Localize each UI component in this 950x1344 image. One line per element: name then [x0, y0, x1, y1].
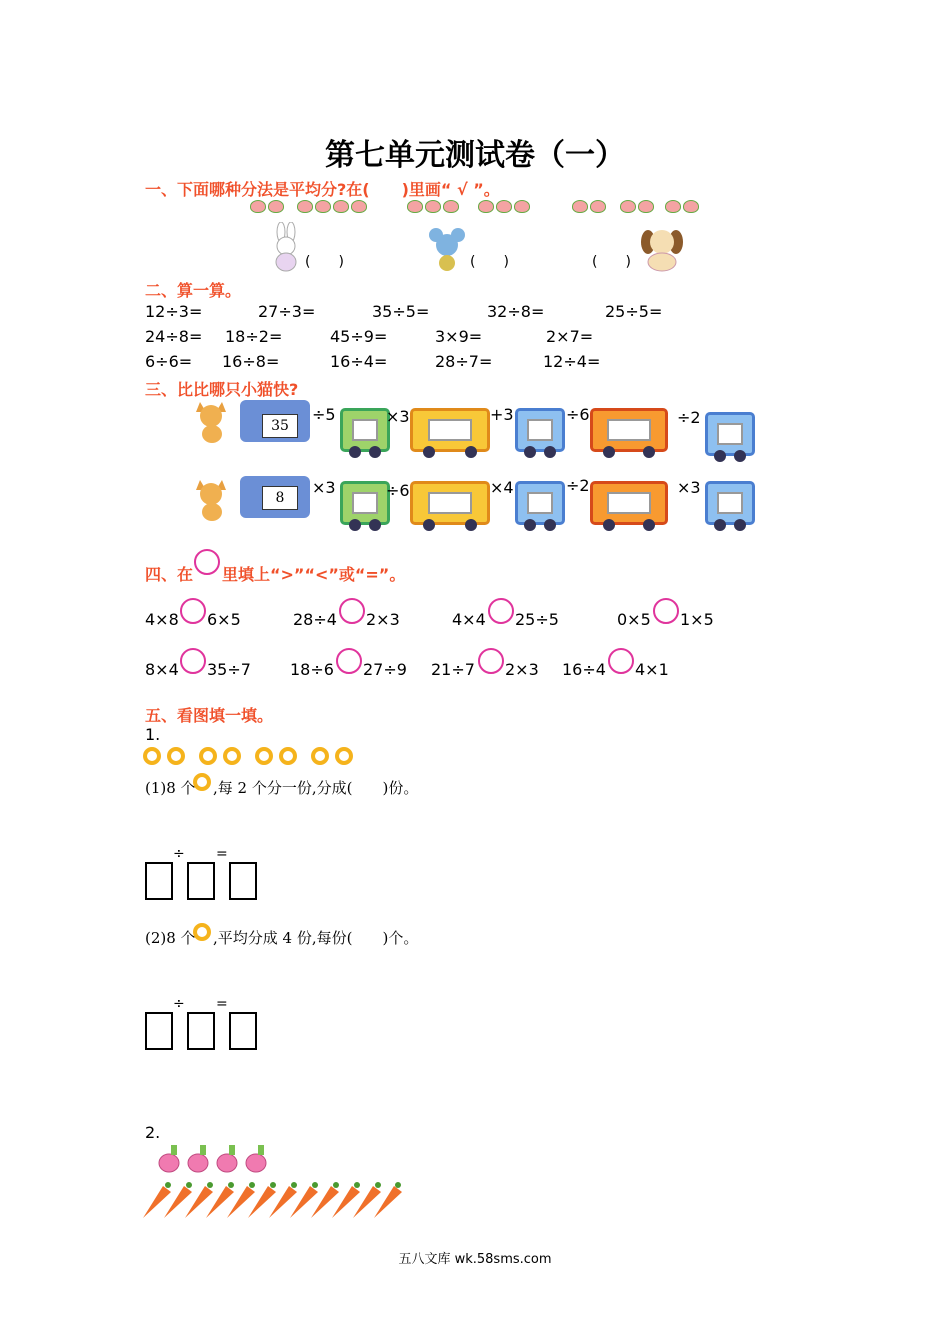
train-2-op: ×3 [312, 478, 336, 497]
cat-icon [192, 476, 234, 522]
answer-paren-1[interactable]: ( ) [305, 254, 344, 270]
peach-group-6 [620, 198, 656, 217]
peach-group-2 [297, 198, 369, 217]
section-3-heading: 三、比比哪只小猫快? [145, 380, 299, 399]
compare-right: 25÷5 [515, 610, 559, 629]
train-1-op: ÷5 [312, 405, 336, 424]
compare-left: 4×4 [452, 610, 486, 629]
train-1-car [340, 408, 390, 452]
train-1-car [410, 408, 490, 452]
calc-item: 18÷2= [225, 327, 283, 346]
locomotive-1 [240, 400, 310, 442]
ring-icon [335, 747, 353, 765]
calc-item: 25÷5= [605, 302, 663, 321]
peach-group-5 [572, 198, 608, 217]
compare-left: 4×8 [145, 610, 179, 629]
mouse-icon [428, 225, 468, 271]
calc-item: 35÷5= [372, 302, 430, 321]
ring-icon [199, 747, 217, 765]
divide-sign: ÷ [173, 996, 185, 1012]
compare-left: 28÷4 [293, 610, 337, 629]
ring-icon [279, 747, 297, 765]
answer-paren-2[interactable]: ( ) [470, 254, 509, 270]
divide-sign: ÷ [173, 846, 185, 862]
section-2-heading: 二、算一算。 [145, 281, 242, 300]
train-2-car [590, 481, 668, 525]
rabbit-icon [268, 222, 304, 272]
train-2-start-number: 8 [262, 486, 298, 510]
answer-box[interactable] [229, 1012, 257, 1050]
ring-icon [223, 747, 241, 765]
ring-row [143, 747, 353, 769]
ring-icon [167, 747, 185, 765]
cat-icon [192, 398, 234, 444]
calc-item: 24÷8= [145, 327, 203, 346]
compare-circle[interactable] [180, 648, 206, 674]
compare-right: 6×5 [207, 610, 241, 629]
train-1-start-number: 35 [262, 414, 298, 438]
train-2-car [705, 481, 755, 525]
answer-box[interactable] [187, 862, 215, 900]
calc-item: 12÷3= [145, 302, 203, 321]
compare-circle[interactable] [478, 648, 504, 674]
ring-icon [193, 773, 211, 791]
compare-right: 35÷7 [207, 660, 251, 679]
ring-icon [143, 747, 161, 765]
train-1-op: +3 [490, 405, 514, 424]
train-1-car [705, 412, 755, 456]
calc-item: 45÷9= [330, 327, 388, 346]
answer-box[interactable] [145, 862, 173, 900]
equals-sign: = [216, 846, 228, 862]
section-1-heading: 一、下面哪种分法是平均分?在( )里画“ √ ”。 [145, 180, 500, 199]
train-1-car [590, 408, 668, 452]
compare-circle[interactable] [339, 598, 365, 624]
ring-icon [311, 747, 329, 765]
compare-circle[interactable] [180, 598, 206, 624]
carrot-icon-row [143, 1180, 403, 1220]
calc-item: 32÷8= [487, 302, 545, 321]
section-4-heading-a: 四、在 [145, 565, 194, 584]
peach-group-7 [665, 198, 701, 217]
equals-sign: = [216, 996, 228, 1012]
answer-paren-3[interactable]: ( ) [592, 254, 631, 270]
ring-icon [255, 747, 273, 765]
compare-right: 4×1 [635, 660, 669, 679]
train-1-op: ÷6 [566, 405, 590, 424]
compare-left: 21÷7 [431, 660, 475, 679]
calc-item: 2×7= [546, 327, 594, 346]
question-1a-prefix: (1)8 个 [145, 779, 196, 797]
calc-item: 16÷8= [222, 352, 280, 371]
train-2-car [515, 481, 565, 525]
calc-item: 6÷6= [145, 352, 193, 371]
compare-circle[interactable] [653, 598, 679, 624]
question-1a-text: ,每 2 个分一份,分成( )份。 [213, 779, 419, 797]
radish-icon-row [155, 1143, 275, 1175]
peach-group-3 [407, 198, 461, 217]
question-1b-prefix: (2)8 个 [145, 929, 196, 947]
question-number-1: 1. [145, 725, 161, 744]
train-1-op: ÷2 [677, 408, 701, 427]
train-2-op: ×4 [490, 478, 514, 497]
question-1b-text: ,平均分成 4 份,每份( )个。 [213, 929, 419, 947]
train-2-car [340, 481, 390, 525]
calc-item: 28÷7= [435, 352, 493, 371]
compare-left: 16÷4 [562, 660, 606, 679]
train-1-car [515, 408, 565, 452]
compare-left: 0×5 [617, 610, 651, 629]
answer-box[interactable] [229, 862, 257, 900]
calc-item: 27÷3= [258, 302, 316, 321]
train-1-op: ×3 [386, 407, 410, 426]
train-2-op: ×3 [677, 478, 701, 497]
answer-box[interactable] [187, 1012, 215, 1050]
section-5-heading: 五、看图填一填。 [145, 706, 274, 725]
compare-circle[interactable] [488, 598, 514, 624]
dog-icon [640, 226, 686, 272]
calc-item: 12÷4= [543, 352, 601, 371]
answer-box[interactable] [145, 1012, 173, 1050]
compare-circle[interactable] [336, 648, 362, 674]
train-2-car [410, 481, 490, 525]
train-2-op: ÷6 [386, 481, 410, 500]
ring-icon [193, 923, 211, 941]
page-title: 第七单元测试卷（一） [325, 138, 625, 173]
peach-group-1 [250, 198, 286, 217]
calc-item: 16÷4= [330, 352, 388, 371]
compare-circle-icon [194, 549, 220, 575]
train-2-op: ÷2 [566, 476, 590, 495]
footer-watermark: 五八文库 wk.58sms.com [398, 1252, 552, 1267]
peach-group-4 [478, 198, 532, 217]
compare-left: 8×4 [145, 660, 179, 679]
compare-right: 27÷9 [363, 660, 407, 679]
locomotive-2 [240, 476, 310, 518]
compare-right: 1×5 [680, 610, 714, 629]
question-number-2: 2. [145, 1123, 161, 1142]
calc-item: 3×9= [435, 327, 483, 346]
compare-right: 2×3 [366, 610, 400, 629]
compare-circle[interactable] [608, 648, 634, 674]
compare-left: 18÷6 [290, 660, 334, 679]
section-4-heading-b: 里填上“>”“<”或“=”。 [222, 565, 406, 584]
compare-right: 2×3 [505, 660, 539, 679]
